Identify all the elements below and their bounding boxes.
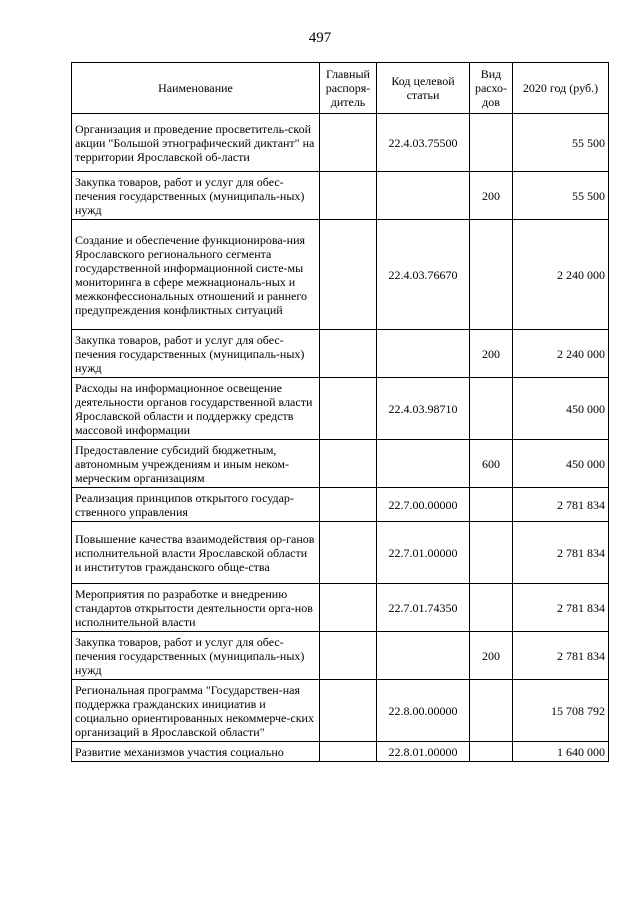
row-sum-cell: 2 781 834 [513,522,609,584]
row-name-cell: Закупка товаров, работ и услуг для обес-печения государственных (муниципаль-ных) нужд [72,330,320,378]
row-sum-cell: 450 000 [513,440,609,488]
table-row [72,330,609,378]
header-name: Наименование [72,63,320,114]
table-row [72,742,609,762]
page-number: 497 [308,30,332,46]
row-main-manager-cell [320,632,377,680]
row-expense-kind-cell [470,378,513,440]
row-sum-cell: 2 240 000 [513,330,609,378]
row-main-manager-cell [320,488,377,522]
table-row [72,584,609,632]
table-row [72,680,609,742]
table-row [72,220,609,330]
row-expense-kind-cell [470,220,513,330]
row-name-cell: Повышение качества взаимодействия ор-ганов исполнительной власти Ярославской области и институтов гражданского обще-ства [72,522,320,584]
row-expense-kind-cell [470,114,513,172]
table-row [72,632,609,680]
row-target-code-cell: 22.8.01.00000 [377,742,470,762]
row-target-code-cell: 22.7.01.00000 [377,522,470,584]
row-target-code-cell: 22.8.00.00000 [377,680,470,742]
table-row [72,172,609,220]
table-header [72,63,609,114]
budget-table [71,62,609,762]
header-target-code: Код целевой статьи [377,63,470,114]
row-sum-cell: 2 240 000 [513,220,609,330]
row-sum-cell: 450 000 [513,378,609,440]
table-row [72,378,609,440]
row-expense-kind-cell [470,742,513,762]
row-sum-cell: 2 781 834 [513,584,609,632]
row-sum-cell: 1 640 000 [513,742,609,762]
row-name-cell: Мероприятия по разработке и внедрению стандартов открытости деятельности орга-нов исполнительной власти [72,584,320,632]
row-name-cell: Предоставление субсидий бюджетным, автономным учреждениям и иным неком-мерческим организациям [72,440,320,488]
row-sum-cell: 15 708 792 [513,680,609,742]
row-target-code-cell: 22.4.03.98710 [377,378,470,440]
row-sum-cell: 55 500 [513,114,609,172]
row-main-manager-cell [320,440,377,488]
row-main-manager-cell [320,220,377,330]
row-name-cell: Региональная программа "Государствен-ная поддержка гражданских инициатив и социально ориентированных некоммерче-ских организаций в Ярославской области" [72,680,320,742]
header-main-manager: Главный распоря-дитель [320,63,377,114]
table-row [72,488,609,522]
row-main-manager-cell [320,584,377,632]
row-expense-kind-cell [470,488,513,522]
row-expense-kind-cell [470,680,513,742]
row-name-cell: Создание и обеспечение функционирова-ния Ярославского регионального сегмента государственной информационной систе-мы мониторинга в сфере межнациональ-ных и межконфессиональных отношений и раннего предупреждения конфликтных ситуаций [72,220,320,330]
row-expense-kind-cell [470,584,513,632]
row-name-cell: Закупка товаров, работ и услуг для обес-печения государственных (муниципаль-ных) нужд [72,172,320,220]
row-main-manager-cell [320,114,377,172]
row-target-code-cell: 22.7.00.00000 [377,488,470,522]
row-main-manager-cell [320,522,377,584]
header-year-sum: 2020 год (руб.) [513,63,609,114]
header-expense-kind: Вид расхо-дов [470,63,513,114]
row-sum-cell: 55 500 [513,172,609,220]
row-main-manager-cell [320,680,377,742]
row-name-cell: Развитие механизмов участия социально [72,742,320,762]
row-name-cell: Расходы на информационное освещение деятельности органов государственной власти Ярославской области и поддержку средств массовой информации [72,378,320,440]
row-main-manager-cell [320,378,377,440]
row-target-code-cell [377,330,470,378]
row-sum-cell: 2 781 834 [513,488,609,522]
row-sum-cell: 2 781 834 [513,632,609,680]
row-target-code-cell [377,632,470,680]
row-expense-kind-cell [470,522,513,584]
row-expense-kind-cell: 200 [470,632,513,680]
table-row [72,440,609,488]
row-target-code-cell: 22.4.03.75500 [377,114,470,172]
row-expense-kind-cell: 200 [470,330,513,378]
row-main-manager-cell [320,742,377,762]
row-main-manager-cell [320,330,377,378]
row-target-code-cell [377,172,470,220]
table-row [72,522,609,584]
row-expense-kind-cell: 600 [470,440,513,488]
row-main-manager-cell [320,172,377,220]
row-target-code-cell: 22.7.01.74350 [377,584,470,632]
row-name-cell: Организация и проведение просветитель-ской акции "Большой этнографический диктант" на территории Ярославской об-ласти [72,114,320,172]
header-row [72,63,609,114]
row-expense-kind-cell: 200 [470,172,513,220]
row-name-cell: Реализация принципов открытого государ-ственного управления [72,488,320,522]
table-body [72,114,609,762]
table-row [72,114,609,172]
row-name-cell: Закупка товаров, работ и услуг для обес-печения государственных (муниципаль-ных) нужд [72,632,320,680]
row-target-code-cell: 22.4.03.76670 [377,220,470,330]
row-target-code-cell [377,440,470,488]
